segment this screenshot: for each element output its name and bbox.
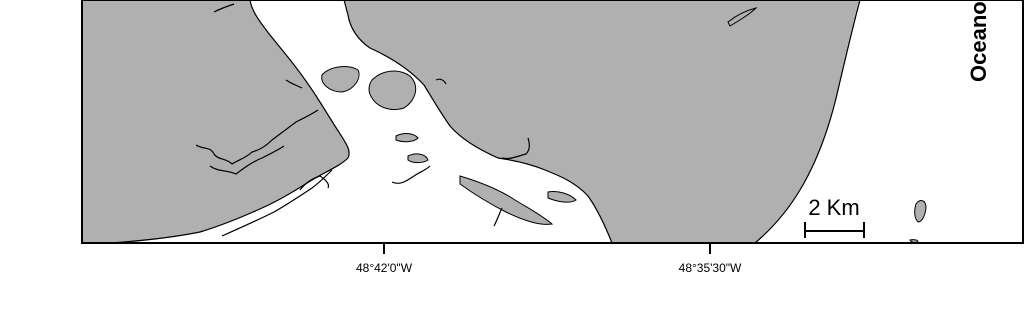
channel-mid [392, 166, 430, 183]
island-6 [408, 154, 428, 163]
ocean-label: Oceano [966, 1, 991, 82]
island-3 [396, 134, 418, 142]
map-frame-content [82, 0, 860, 243]
longitude-label-2: 48°35'30"W [678, 261, 742, 275]
island-7 [915, 201, 926, 222]
channel-south-3 [494, 208, 502, 226]
island-5 [548, 191, 576, 202]
land-area [82, 0, 860, 243]
island-2 [369, 71, 416, 109]
longitude-label-1: 48°42'0"W [355, 261, 413, 275]
island-8 [910, 240, 918, 243]
island-4 [460, 176, 552, 224]
scale-bar [805, 195, 864, 238]
scale-bar-label: 2 Km [808, 195, 860, 220]
island-1 [322, 67, 359, 92]
